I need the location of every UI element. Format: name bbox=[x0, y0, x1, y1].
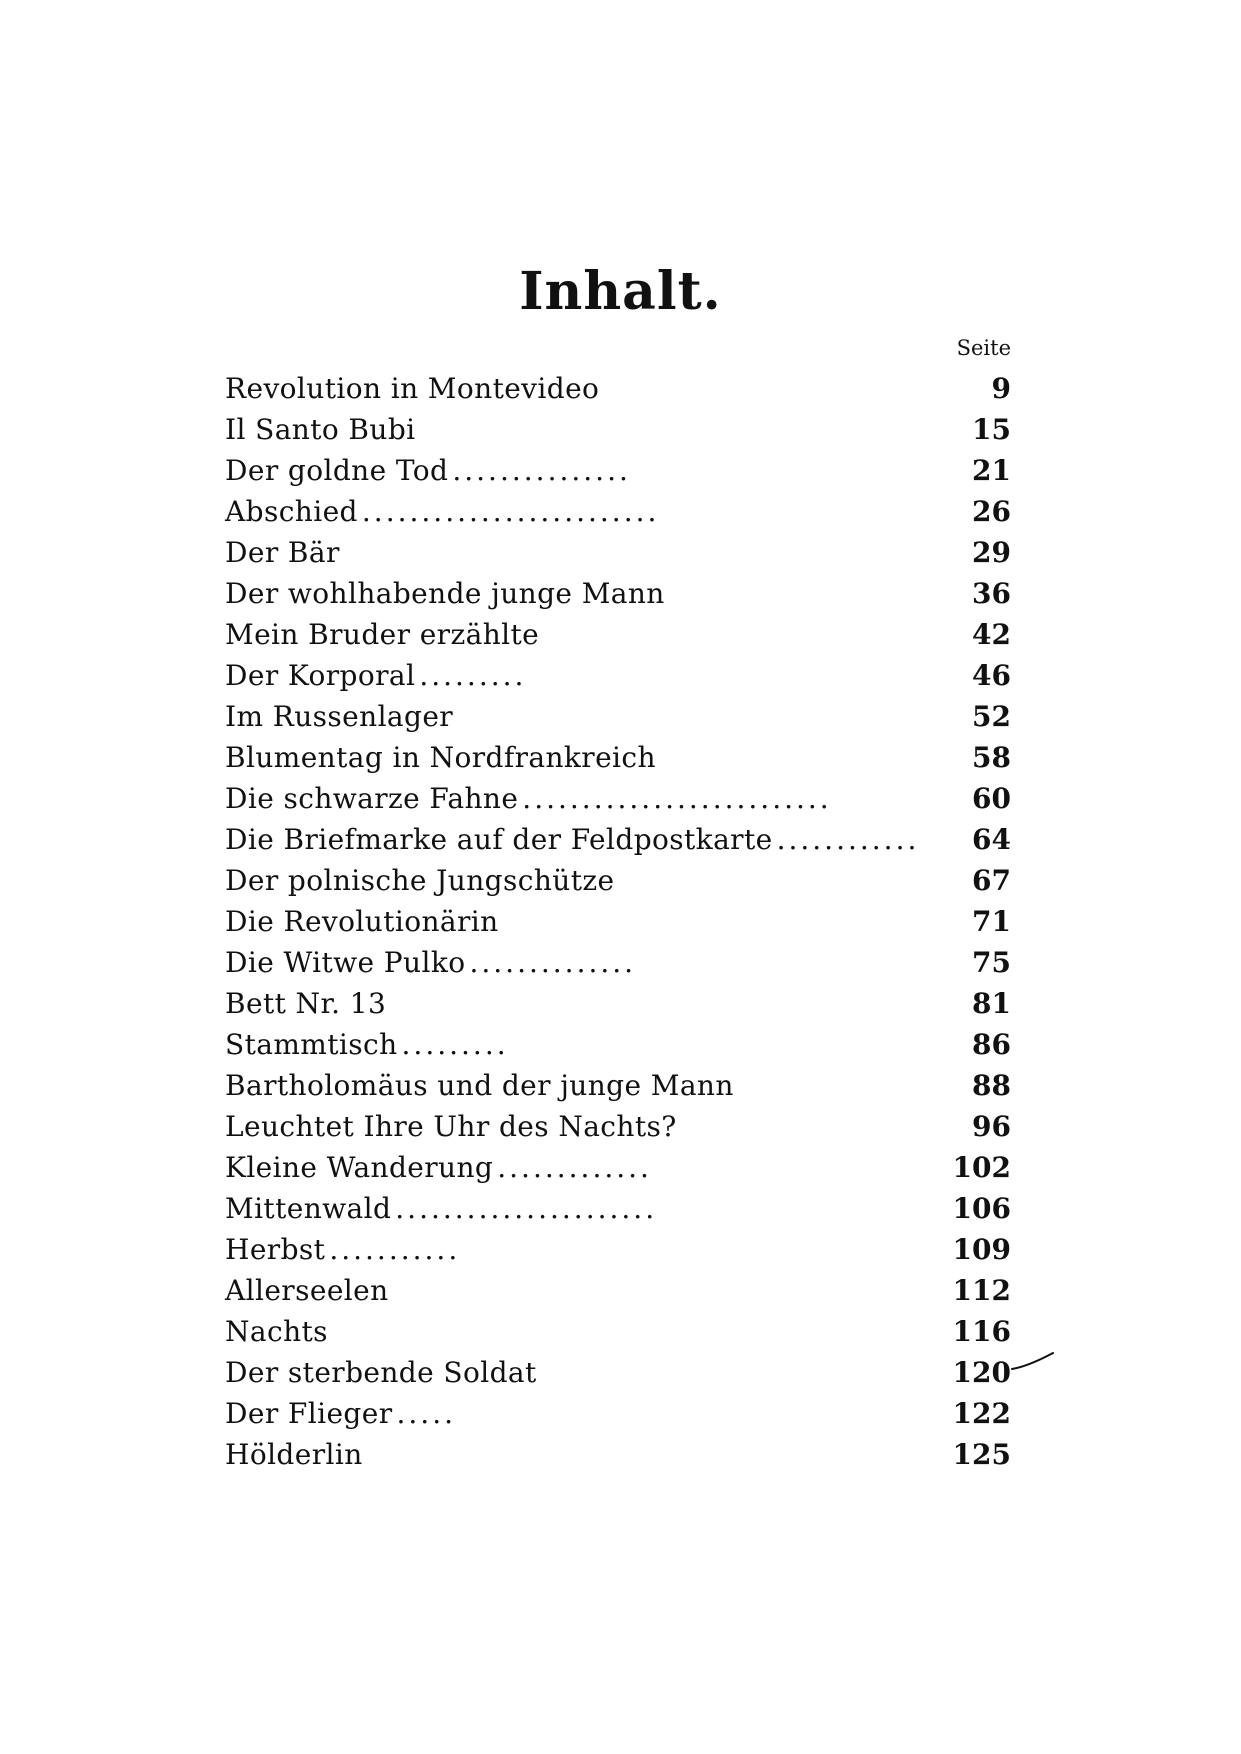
toc-entry bbox=[225, 409, 1011, 450]
toc-entry-title: Der polnische Jungschütze bbox=[225, 864, 615, 897]
toc-entry-page-number: 125 bbox=[952, 1438, 1011, 1471]
toc-entry-page-number: 46 bbox=[972, 659, 1011, 692]
toc-entry-title: Herbst bbox=[225, 1233, 326, 1266]
toc-entry-title: Im Russenlager bbox=[225, 700, 454, 733]
toc-entry bbox=[225, 491, 1011, 532]
toc-entry bbox=[225, 1352, 1011, 1393]
toc-entry bbox=[225, 819, 1011, 860]
page-title: Inhalt. bbox=[519, 261, 722, 322]
toc-entry-title: Der sterbende Soldat bbox=[225, 1356, 537, 1389]
table-of-contents bbox=[225, 368, 1011, 1475]
toc-entry bbox=[225, 1434, 1011, 1475]
toc-entry-title: Der goldne Tod bbox=[225, 454, 449, 487]
toc-entry bbox=[225, 737, 1011, 778]
pencil-tick-icon bbox=[1010, 1351, 1055, 1375]
toc-entry-page-number: 75 bbox=[972, 946, 1011, 979]
toc-entry bbox=[225, 1311, 1011, 1352]
toc-entry bbox=[225, 696, 1011, 737]
toc-entry bbox=[225, 983, 1011, 1024]
toc-entry-page-number: 116 bbox=[952, 1315, 1011, 1348]
toc-entry-leader: ............. bbox=[497, 1151, 652, 1184]
toc-entry bbox=[225, 532, 1011, 573]
toc-entry-page-number: 109 bbox=[952, 1233, 1011, 1266]
toc-entry-leader: .......................... bbox=[522, 782, 832, 815]
toc-entry-title: Bett Nr. 13 bbox=[225, 987, 387, 1020]
toc-entry-leader: ..... bbox=[396, 1397, 457, 1430]
toc-entry bbox=[225, 573, 1011, 614]
toc-entry-page-number: 81 bbox=[972, 987, 1011, 1020]
toc-entry-title: Bartholomäus und der junge Mann bbox=[225, 1069, 734, 1102]
toc-entry bbox=[225, 1106, 1011, 1147]
toc-entry-page-number: 26 bbox=[972, 495, 1011, 528]
toc-entry bbox=[225, 1188, 1011, 1229]
toc-entry-page-number: 106 bbox=[952, 1192, 1011, 1225]
toc-entry-title: Die schwarze Fahne bbox=[225, 782, 519, 815]
toc-entry-page-number: 67 bbox=[972, 864, 1011, 897]
toc-entry-page-number: 42 bbox=[972, 618, 1011, 651]
toc-entry-title: Der Korporal bbox=[225, 659, 416, 692]
toc-entry-title: Mein Bruder erzählte bbox=[225, 618, 540, 651]
toc-entry-page-number: 9 bbox=[991, 372, 1011, 405]
toc-entry-title: Der wohlhabende junge Mann bbox=[225, 577, 665, 610]
toc-entry bbox=[225, 1024, 1011, 1065]
toc-entry-leader: .............. bbox=[469, 946, 637, 979]
toc-entry-title: Blumentag in Nordfrankreich bbox=[225, 741, 656, 774]
toc-entry-page-number: 96 bbox=[972, 1110, 1011, 1143]
toc-entry bbox=[225, 901, 1011, 942]
toc-entry-title: Abschied bbox=[225, 495, 358, 528]
toc-entry-title: Hölderlin bbox=[225, 1438, 363, 1471]
toc-entry-page-number: 36 bbox=[972, 577, 1011, 610]
toc-entry bbox=[225, 778, 1011, 819]
toc-entry-page-number: 52 bbox=[972, 700, 1011, 733]
toc-entry-leader: ...................... bbox=[395, 1192, 658, 1225]
toc-entry bbox=[225, 1147, 1011, 1188]
toc-entry-title: Die Witwe Pulko bbox=[225, 946, 466, 979]
toc-entry-title: Il Santo Bubi bbox=[225, 413, 416, 446]
toc-entry bbox=[225, 1065, 1011, 1106]
toc-entry-leader: ............... bbox=[452, 454, 631, 487]
toc-entry-title: Die Briefmarke auf der Feldpostkarte bbox=[225, 823, 773, 856]
toc-entry bbox=[225, 942, 1011, 983]
toc-entry-page-number: 15 bbox=[972, 413, 1011, 446]
toc-entry-page-number: 86 bbox=[972, 1028, 1011, 1061]
toc-entry-title: Leuchtet Ihre Uhr des Nachts? bbox=[225, 1110, 677, 1143]
toc-entry-leader: ......... bbox=[419, 659, 527, 692]
toc-entry bbox=[225, 614, 1011, 655]
toc-entry bbox=[225, 655, 1011, 696]
toc-entry-page-number: 21 bbox=[972, 454, 1011, 487]
toc-entry bbox=[225, 1393, 1011, 1434]
toc-entry-page-number: 88 bbox=[972, 1069, 1011, 1102]
toc-entry-leader: ......... bbox=[401, 1028, 509, 1061]
toc-entry-leader: ......................... bbox=[361, 495, 660, 528]
toc-entry-page-number: 102 bbox=[952, 1151, 1011, 1184]
toc-entry-title: Stammtisch bbox=[225, 1028, 398, 1061]
toc-entry-title: Revolution in Montevideo bbox=[225, 372, 600, 405]
toc-entry-leader: ............ bbox=[776, 823, 920, 856]
toc-entry-title: Allerseelen bbox=[225, 1274, 389, 1307]
toc-entry-page-number: 122 bbox=[952, 1397, 1011, 1430]
toc-entry-page-number: 58 bbox=[972, 741, 1011, 774]
toc-entry bbox=[225, 860, 1011, 901]
toc-entry-page-number: 112 bbox=[952, 1274, 1011, 1307]
toc-entry-leader: ........... bbox=[329, 1233, 461, 1266]
toc-entry-title: Der Bär bbox=[225, 536, 340, 569]
page-column-label: Seite bbox=[956, 336, 1011, 360]
toc-entry-title: Der Flieger bbox=[225, 1397, 393, 1430]
toc-entry-title: Die Revolutionärin bbox=[225, 905, 499, 938]
toc-entry-page-number: 29 bbox=[972, 536, 1011, 569]
toc-entry-title: Mittenwald bbox=[225, 1192, 392, 1225]
toc-entry-page-number: 71 bbox=[972, 905, 1011, 938]
toc-entry-page-number: 120 bbox=[952, 1356, 1011, 1389]
toc-entry bbox=[225, 368, 1011, 409]
toc-entry-title: Nachts bbox=[225, 1315, 328, 1348]
toc-entry bbox=[225, 1270, 1011, 1311]
toc-entry-page-number: 60 bbox=[972, 782, 1011, 815]
toc-entry bbox=[225, 1229, 1011, 1270]
toc-entry-title: Kleine Wanderung bbox=[225, 1151, 494, 1184]
toc-entry bbox=[225, 450, 1011, 491]
toc-entry-page-number: 64 bbox=[972, 823, 1011, 856]
